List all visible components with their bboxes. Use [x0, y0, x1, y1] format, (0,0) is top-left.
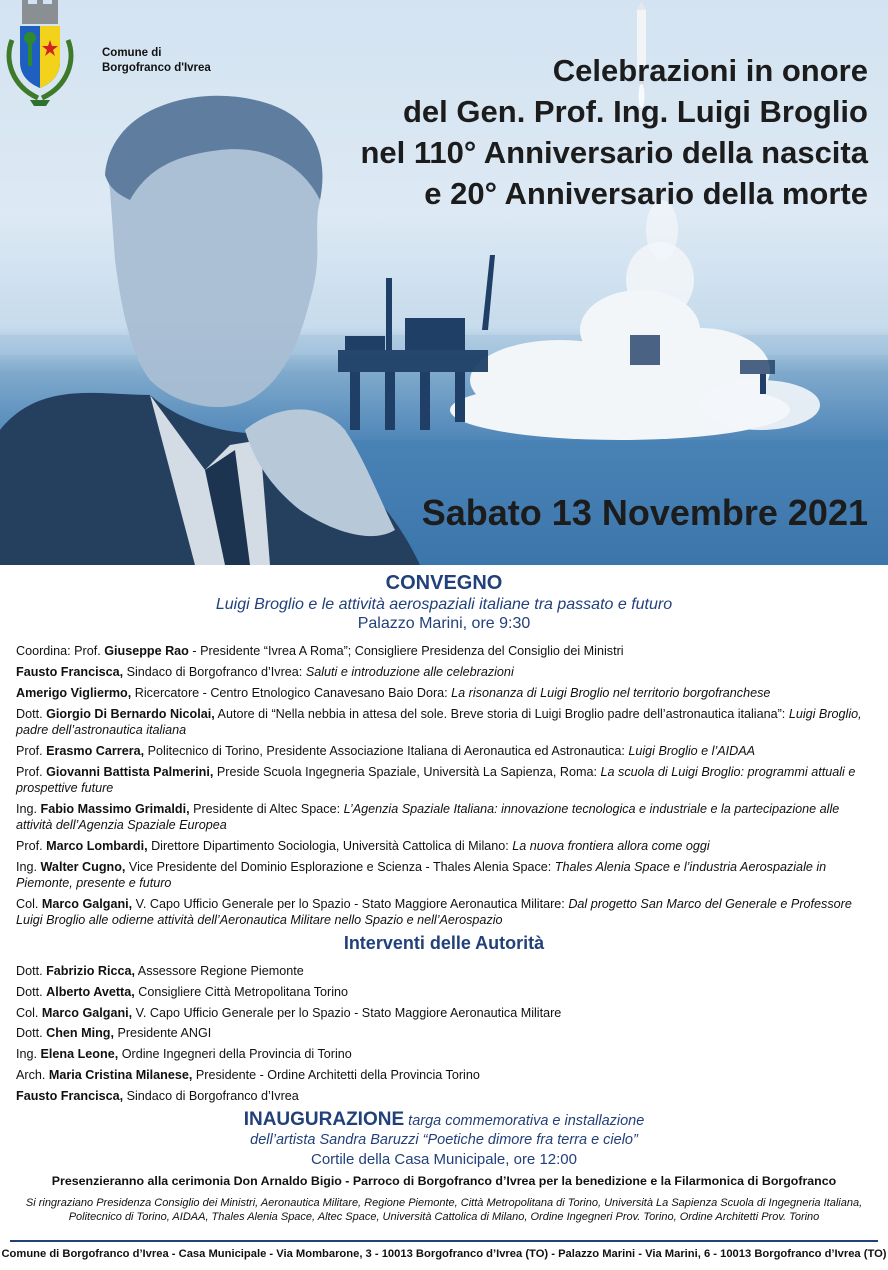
speaker-item: [16, 743, 872, 759]
speaker-role: Direttore Dipartimento Sociologia, Università Cattolica di Milano:: [147, 839, 513, 853]
speaker-name: Marco Lombardi,: [46, 839, 148, 853]
authority-name: Fausto Francisca,: [16, 1088, 124, 1103]
speaker-item: [16, 664, 872, 680]
municipality-line-2: Borgofranco d'Ivrea: [102, 62, 211, 74]
speaker-role: Preside Scuola Ingegneria Spaziale, Università La Sapienza, Roma:: [213, 765, 601, 779]
speaker-title: Dott.: [16, 707, 47, 721]
talk-title: Saluti e introduzione alle celebrazioni: [305, 665, 514, 679]
convegno-heading: CONVEGNO: [385, 572, 503, 594]
talk-title: Luigi Broglio, padre dell’astronautica italiana: [16, 707, 862, 737]
speaker-item: [16, 801, 872, 833]
inaugurazione-line-2: dell’artista Sandra Baruzzi “Poetiche dimore fra terra e cielo”: [250, 1131, 638, 1148]
authority-role: Presidente ANGI: [113, 1026, 212, 1041]
convegno-subtitle: Luigi Broglio e le attività aerospaziali italiane tra passato e futuro: [215, 596, 673, 613]
smoke-plume: [450, 200, 820, 440]
speaker-title: Prof.: [16, 839, 47, 853]
authority-item: [16, 1005, 872, 1021]
speaker-name: Marco Galgani,: [41, 897, 133, 911]
speaker-name: Fausto Francisca,: [16, 665, 124, 679]
talk-title: Luigi Broglio e l’AIDAA: [628, 744, 756, 758]
speaker-role: Sindaco di Borgofranco d’Ivrea:: [123, 665, 306, 679]
authority-item: [16, 1067, 872, 1083]
speaker-role: Ricercatore - Centro Etnologico Canavesano Baio Dora:: [131, 686, 452, 700]
authority-role: V. Capo Ufficio Generale per lo Spazio - Stato Maggiore Aeronautica Militare: [132, 1005, 562, 1020]
talk-title: La nuova frontiera allora come oggi: [512, 839, 710, 853]
speaker-name: Amerigo Vigliermo,: [16, 686, 132, 700]
speaker-title: Prof.: [16, 744, 47, 758]
authority-title: Dott.: [16, 1026, 47, 1041]
speaker-name: Walter Cugno,: [40, 860, 126, 874]
authority-role: Assessore Regione Piemonte: [135, 964, 304, 978]
footer-address: Comune di Borgofranco d’Ivrea - Casa Municipale - Via Mombarone, 3 - 10013 Borgofranco d’Ivrea (TO) - Palazzo Marini - Via Marini, 6 - 10013 Borgofranco d’Ivrea (TO): [1, 1248, 887, 1260]
coat-of-arms-icon: [0, 0, 80, 108]
program-content: [16, 570, 872, 1224]
authority-name: Elena Leone,: [40, 1047, 119, 1062]
speaker-item: [16, 859, 872, 891]
speaker-role: Politecnico di Torino, Presidente Associazione Italiana di Aeronautica ed Astronautica:: [144, 744, 629, 758]
authority-list: [16, 963, 872, 1104]
speaker-title: Prof.: [16, 765, 47, 779]
speaker-item: [16, 685, 872, 701]
speaker-list: [16, 643, 872, 928]
authority-title: Ing.: [16, 1047, 41, 1062]
speaker-title: Col.: [16, 897, 42, 911]
authority-role: Presidente - Ordine Architetti della Provincia Torino: [192, 1067, 480, 1082]
talk-title: La scuola di Luigi Broglio: programmi attuali e prospettive future: [16, 765, 856, 795]
speaker-role: Presidente di Altec Space:: [189, 802, 344, 816]
speaker-title: Coordina: Prof.: [16, 644, 105, 658]
poster-title: [268, 50, 868, 214]
talk-title: Dal progetto San Marco del Generale e Professore Luigi Broglio alle odierne attività dell’Aeronautica Militare nello Spazio e nell’Aerospazio: [16, 897, 852, 927]
authority-role: Sindaco di Borgofranco d’Ivrea: [123, 1088, 299, 1103]
speaker-role: - Presidente “Ivrea A Roma”; Consigliere Presidenza del Consiglio dei Ministri: [188, 644, 624, 658]
interventi-heading: Interventi delle Autorità: [343, 933, 545, 953]
authority-role: Ordine Ingegneri della Provincia di Torino: [118, 1047, 352, 1062]
speaker-name: Fabio Massimo Grimaldi,: [40, 802, 190, 816]
talk-title: La risonanza di Luigi Broglio nel territorio borgofranchese: [451, 686, 771, 700]
authority-item: [16, 1088, 872, 1104]
speaker-item: [16, 706, 872, 738]
authority-item: [16, 1046, 872, 1062]
authority-title: Col.: [16, 1005, 42, 1020]
speaker-role: V. Capo Ufficio Generale per lo Spazio - Stato Maggiore Aeronautica Militare:: [132, 897, 569, 911]
acknowledgements: Si ringraziano Presidenza Consiglio dei Ministri, Aeronautica Militare, Regione Piemonte, Città Metropolitana di Torino, Università La Sapienza Scuola di Ingegneria Italiana, Politecnico di Torino, AIDAA, Thales Alenia Space, Altec Space, Università Cattolica di Milano, Ordine Ingegneri Prov. Torino, Ordine Architetti Prov. Torino: [25, 1196, 863, 1223]
speaker-name: Giuseppe Rao: [104, 644, 189, 658]
authority-item: [16, 963, 872, 979]
speaker-title: Ing.: [16, 802, 41, 816]
footer-divider: [10, 1240, 878, 1242]
talk-title: Thales Alenia Space e l’industria Aerospaziale in Piemonte, presente e futuro: [16, 860, 827, 890]
speaker-title: Ing.: [16, 860, 41, 874]
hero-banner: [0, 0, 888, 565]
title-line-3: nel 110° Anniversario della nascita: [360, 135, 868, 170]
authority-title: Dott.: [16, 964, 47, 978]
authority-name: Marco Galgani,: [41, 1005, 133, 1020]
title-line-2: del Gen. Prof. Ing. Luigi Broglio: [403, 94, 868, 129]
municipality-name: [102, 46, 211, 76]
talk-title: L’Agenzia Spaziale Italiana: innovazione tecnologica e industriale e la partecipazione alle attività dell’Agenzia Spaziale Europea: [16, 802, 840, 832]
convegno-place: Palazzo Marini, ore 9:30: [357, 615, 531, 632]
speaker-name: Erasmo Carrera,: [46, 744, 145, 758]
authority-title: Arch.: [16, 1067, 49, 1082]
speaker-item: [16, 896, 872, 928]
inaugurazione-block: [16, 1110, 872, 1150]
municipality-line-1: Comune di: [102, 47, 162, 59]
authority-item: [16, 984, 872, 1000]
authority-name: Chen Ming,: [46, 1026, 114, 1041]
authority-name: Maria Cristina Milanese,: [48, 1067, 193, 1082]
speaker-name: Giovanni Battista Palmerini,: [46, 765, 214, 779]
event-date: Sabato 13 Novembre 2021: [421, 492, 868, 533]
authority-title: Dott.: [16, 984, 47, 999]
inaugurazione-place: Cortile della Casa Municipale, ore 12:00: [311, 1150, 577, 1168]
presenzieranno-note: Presenzieranno alla cerimonia Don Arnaldo Bigio - Parroco di Borgofranco d’Ivrea per la benedizione e la Filarmonica di Borgofranco: [51, 1173, 837, 1188]
speaker-item: [16, 643, 872, 659]
speaker-item: [16, 838, 872, 854]
title-line-1: Celebrazioni in onore: [552, 53, 868, 88]
inaugurazione-heading: INAUGURAZIONE: [243, 1108, 405, 1130]
title-line-4: e 20° Anniversario della morte: [424, 176, 868, 211]
authority-role: Consigliere Città Metropolitana Torino: [134, 984, 349, 999]
speaker-item: [16, 764, 872, 796]
speaker-role: Vice Presidente del Dominio Esplorazione e Scienza - Thales Alenia Space:: [125, 860, 555, 874]
speaker-role: Autore di “Nella nebbia in attesa del sole. Breve storia di Luigi Broglio padre dell’astronautica italiana”:: [214, 707, 789, 721]
authority-name: Fabrizio Ricca,: [46, 964, 135, 978]
authority-name: Alberto Avetta,: [46, 984, 135, 999]
authority-item: [16, 1025, 872, 1041]
inaugurazione-line-1: targa commemorativa e installazione: [404, 1112, 645, 1129]
speaker-name: Giorgio Di Bernardo Nicolai,: [46, 707, 215, 721]
